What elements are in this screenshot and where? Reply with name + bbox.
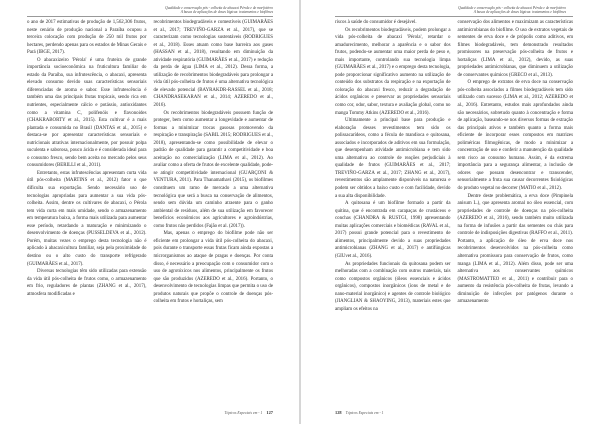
paragraph: Diversas tecnologias têm sido utilizadas para extensão da vida útil pós-colheita de frutos como, o armazenamento em frio, reguladores de plantas (ZHANG et al., 2017), atmosfera modificadas e (27, 269, 147, 297)
running-head: Qualidade e conservação pós - colheita de abacaxi Pérola e de morfotéreo A busca de aplicações de doses lógicas: tratamentos e biofilmes (165, 6, 273, 15)
text-columns (27, 19, 273, 306)
footer-text: Tópicos Especiais em - 1 (224, 410, 263, 415)
page-number: 127 (266, 410, 273, 415)
paragraph: Entretanto, estas infrutescências apresentam curta vida útil pós-colheita (MARTINS et al., 2012) fator o que dificulta sua exportação. Sendo necessário uso de tecnologias apropriadas para aumentar a sua vida pós-colheita. Assim, dentre os cultivares de abacaxi, o Pérola tem vida curta em mais umidade, sendo o armazenamento em temperatura baixa, a forma mais utilizada para aumentar esse período, retardando a maturação e minimizando o desenvolvimento de doenças (PUSSELDEVA et al., 2012). Porém, muitas vezes o emprego desta tecnologia não é aplicado à abacaxicultura familiar, seja pela proximidade do destino ou o alto custo do transporte refrigerado (GUIMARÃES et al., 2017). (27, 170, 147, 267)
page-number: 128 (335, 410, 342, 415)
text-columns (335, 19, 573, 313)
page-footer (335, 410, 384, 415)
footer-text: Tópicos Especiais em - 1 (345, 410, 384, 415)
text-column-2 (458, 19, 574, 313)
paragraph: O emprego de extratos de erva doce na conservação pós-colheita associados a filmes biodegradáveis tem sido utilizado com sucesso (LIMA et al., 2012; AZEREDO et al., 2016). Entretanto, estudos mais aprofundados ainda são necessários, sobretudo quanto à concentração e forma de aplicação, baseando-se nos diversos formas de extração das principais ativos e também quanto a forma mais eficiente de incorporar esses compostos em matrizes poliméricas filmogênicas, de modo a minimizar a concentração de uso e conferir a manutenção da qualidade sem risco ao consumo humano. Assim, é da extrema importância para a segurança alimentar, a inclusão de odores que possam desencontrar e transcender, sensorialmente a fruta sua causar decorrentes fisiológicas do produto vegetal no decorrer (MATIO et al., 2012). (457, 80, 573, 192)
paragraph: Mas, apenas o emprego do biofilme pode não ser eficiente em prolongar a vida útil pós-colheita do abacaxi, pois durante o transporte essas frutas ficam ainda expostas a microrganismos ao ataque de pragas e doenças. Por conta disso, é necessário a preocupação com o consumidor com o uso de agrotóxicos nos alimentos, principalmente os frutos que são produzidos (AZEREDO et al., 2016). Portanto, o desenvolvimento de tecnologias limpas que permita o uso de produtos naturais que propõe o controle de doenças pós-colheita em frutos e hortaliças, sem (153, 231, 273, 305)
page-footer (224, 410, 273, 415)
paragraph: o ano de 2017 estimativas de produção de 1,562,306 frutos, neste cenário de produção nacional a Paraíba ocupou a terceira colocação com produção de 250 mil frutos por hectares, perdendo apenas para os estados de Minas Gerais e Pará (IBGE, 2017). (27, 20, 147, 56)
paragraph: conservação dos alimentos e maximizam as características antimicrobianas do biofilme. O uso de extratos vegetais de sementes de erva doce e de própolis como aditivos, em filmes biodegradáveis, tem demonstrado resultados promissores na preservação pós-colheita de frutos e hortaliças (LIMA et al., 2012), devido, as suas propriedades antimicrobianas, que diminuem a utilização de conservantes químicos (GRECO et al., 2013). (457, 20, 573, 78)
paragraph: A quitosana é um biofilme formado a partir da quitina, que é encontrada em carapaças de crustáceos e conchas (CHANDRA & RUSTGI, 1998) apresentando muitas aplicações comerciais e biomédicas (RAVAL et al., 2017) possui grande potencial para o revestimento de alimentos, principalmente devido a suas propriedades antimicrobianas (ZHANG et al., 2017) e antifúngicas (GIUvet al., 2016). (335, 201, 451, 259)
right-page (301, 0, 600, 424)
header-rule (335, 16, 573, 17)
paragraph: Dentre deste problemática, a erva doce (Pimpinela anisum L.), que apresenta aromal no óleo essencial, com propriedades de controle de doenças na pós-colheita (AZEREDO et al., 2016), sendo também muito utilizada na forma de infusões a partir das sementes ou chás para controle de indisposições digestivas (RAFFO et al., 2011). Portanto, a aplicação de óleo de erva doce nos recobrimentos desenvolvidos na pós-colheita como alternativa promissora para conservação de frutos, como manga (LIMA et al., 2012). Além disso, pode ser uma alternativa aos conservantes químicos (MASTROMATTEO et al., 2011) e contribuir para o aumento da resistência pós-colheita de frutas, levando a diminuição de infecções por patógenos durante o armazenamento (457, 193, 573, 305)
running-head: Qualidade e conservação pós - colheita de abacaxi Pérola e de morfotéreo A busca de aplicações de doses lógicas: tratamentos e biofilmes (458, 6, 566, 15)
paragraph: Ultimamente a principal base para produção e elaboração desses revestimentos tem sido os polissacarídeos, como a fécula de mandioca e quitosana, associados e incorporados de aditivos em sua formulação, que desempenham atividade antimicrobiana e tem sido uma alternativa ao controle de reações perjudiciais à qualidade de frutos (GUIMARÃES et al., 2017; TREVIÑO-GARZA et al., 2017; ZHANG et al., 2017), revestimentos são amplamente disponíveis na natureza e podem ser obtidos a baixo custo e com facilidade, devido a sua alta disponibilidade. (335, 118, 451, 199)
header-rule (27, 16, 273, 17)
paragraph: riscos à saúde do consumidor é desejável. (335, 20, 417, 25)
text-column-1 (27, 19, 147, 306)
paragraph: As propriedades funcionais da quitosana podem ser melhoradas com a combinação com outros materiais, tais como compostos orgânicos (óleos essenciais e ácidos orgânicos), compostos inorgânicos (íons de metal e de nano-material inorgânico) e agentes de controle biológico (JIANGLIAN & SHAOYING, 2013), materiais estes que ampliam os efeitos na (335, 261, 451, 312)
text-column-2 (154, 19, 274, 306)
paragraph: Os recobrimentos biodegradáveis possuem função de proteger, bem como aumentar a longevidade e aumentar de formas a minimizar trocas gasosas promovendo da respiração e transpiração (SABIL 2015; RODRIGUES et al., 2018), apresentando-se como possibilidade de elevar o padrão de qualidade para garantir a competitividade e boa aceitação no comercialização (LIMA et al., 2012). Ao avaliar como a oferta de frutos de excelente qualidade, pode-se atingir competitividade internacional (GUARÇONI & VENTURA, 2011). Para Thanamathavi (2015), os biofilmes constituem um ramo de mercado a uma alternativa tecnológica que será a busca na conservação de alimentos, sendo sem dúvida um caminho atraente para o ganho ambiental de resíduos, além de sua utilização em favorecer benefícios econômicos aos agricultores e agroindústrias, como frutos não perdidos (Fajão et al. (2017)). (153, 110, 273, 229)
paragraph: Os recobrimentos biodegradáveis, podem prolongar a vida pós-colheita de abacaxi 'Pérola', retardar o amadurecimento, melhorar a aparência e o sabor dos frutos, podendo-se aumentar uma maior perda de peso e, mais importante, controlando sua tecnologia limpa (GUIMARÃES et al., 2017) e o emprego desta tecnologia, pode proporcionar significativo aumento na utilização de conteúdo dos substratos da respiração e na exportação de coloração do abacaxi fresco, reduzir a degradação de ácidos orgânicos e preservar as propriedades sensoriais como cor, odor, sabor, textura e avaliação global, como no manga Tommy Atkins (AZEREDO et al., 2016). (335, 27, 451, 116)
text-column-1 (335, 19, 451, 313)
paragraph: O abacaxizeiro 'Pérola' é uma fruteira de grande importância socioeconômica na fruticultura familiar do estado da Paraíba, sua infrutescência, o abacaxi, apresenta elevado consumo devido suas características sensoriais diferenciadas de aroma e sabor. Esse infrutescência é também uma das principais frutas tropicais, sendo rica em nutrientes, especialmente cálcio e potássio, antioxidantes como a vitamina C, polifenóis e flavonoides (CHAKRABORTY et al., 2015). Esta cultivar é a mais plantada e consumida no Brasil (DANTAS et al., 2015) e destaca-se por apresentar características sensoriais e nutricionais atrativas internacionalmente, por possuir polpa suculenta e saborosa, pouco ácida e é considerada ideal para o consumo fresco, sendo bem aceita no mercado pelos seus consumidores (BERILLI et al., 2011). (27, 57, 147, 169)
paragraph: recobrimentos biodegradáveis e comestíveis (GUIMARÃES et al., 2017; TREVIÑO-GARZA et al., 2017), que se caracterizam como tecnologias sustentáveis (RODRIGUES et al., 2018). Esses atuam como base barreira aos gases (HASSAN et al., 2018), resultando em diminuição da atividade respiratória (GUIMARÃES et al., 2017) e redução da perda de água (LIMA et al., 2012). Dessa forma, a utilização de recobrimentos biodegradáveis para prolongar a vida útil pós-colheita de frutos é uma alternativa tecnológica de elevado potencial (BAYRAKDR-RASSEL et al., 2018; CHANDRASEKARAN et al., 2014; AZEREDO et al., 2016). (153, 20, 273, 109)
left-page (0, 0, 299, 424)
